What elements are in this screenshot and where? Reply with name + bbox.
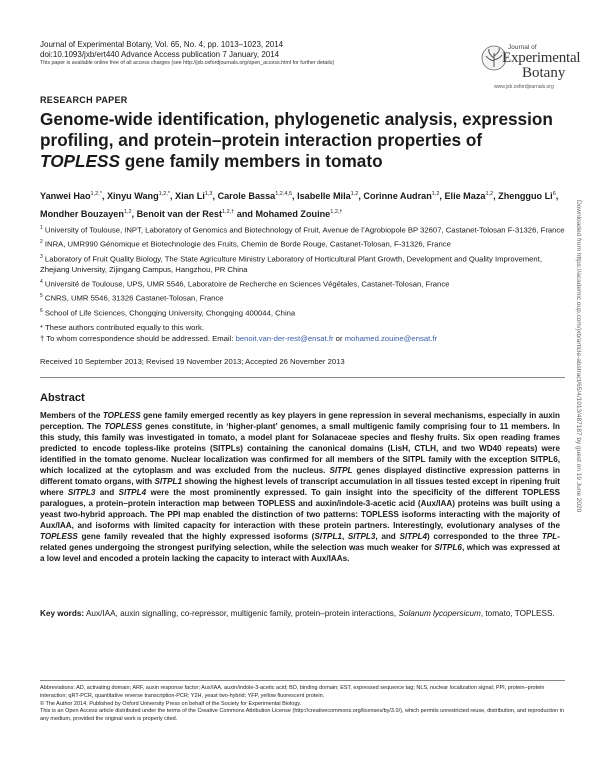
paper-title xyxy=(40,109,560,172)
logo-journal-of: Journal of xyxy=(508,44,537,51)
affiliation-text: School of Life Sciences, Chongqing University, Chongqing 400044, China xyxy=(42,308,296,318)
author-affiliation-mark: 1,2 xyxy=(431,191,440,197)
affiliation-text: Laboratory of Fruit Quality Biology, The State Agriculture Ministry Laboratory of Horticultural Plant Growth, Development and Quality Improvement, Zhejiang University, Zijingang Campus, Hangzhou, PR China xyxy=(40,254,542,275)
author-name: Benoit van der Rest xyxy=(136,208,222,219)
affiliation-number: 4 xyxy=(40,279,43,285)
affiliation xyxy=(40,237,565,250)
author-separator: , xyxy=(493,191,499,202)
abstract-segment: , and xyxy=(375,532,400,541)
author-separator: , xyxy=(358,191,364,202)
journal-logo xyxy=(480,40,580,96)
divider-bottom xyxy=(40,680,565,681)
author-affiliation-mark: 1,2 xyxy=(485,191,494,197)
abstract-segment: , which was expressed at a low level and encoded a protein lacking the capacity to interact with Aux/IAAs. xyxy=(40,543,560,563)
author-name: Mohamed Zouine xyxy=(255,208,331,219)
author-affiliation-mark: 1,2,* xyxy=(158,191,170,197)
affiliation-number: 2 xyxy=(40,239,43,246)
abstract-segment: genes displayed distinctive expression patterns in different tomato organs, with xyxy=(40,466,561,486)
affiliation xyxy=(40,306,565,319)
abstract-segment: and xyxy=(95,488,119,497)
download-watermark: Downloaded from https://academic.oup.com/jxb/article-abstract/65/4/1013/487187 by guest on 19 June 2020 xyxy=(575,200,582,513)
title-italic: TOPLESS xyxy=(40,151,120,171)
doi-line: doi:10.1093/jxb/ert440 Advance Access publication 7 January, 2014 xyxy=(40,50,280,59)
author-affiliation-mark: 6 xyxy=(552,191,556,197)
author-name: Xinyu Wang xyxy=(106,191,159,202)
affiliation-text: University of Toulouse, INPT, Laboratory of Genomics and Biotechnology of Fruit, Avenue de l’Agrobiopole BP 32607, Castanet-Tolosan F-31326, France xyxy=(42,225,565,235)
author-affiliation-mark: 1,2,† xyxy=(222,208,235,215)
divider-top xyxy=(40,377,565,378)
keywords xyxy=(40,608,560,620)
affiliation-number: 3 xyxy=(40,253,43,260)
author-name: Zhengguo Li xyxy=(498,191,553,202)
abstract-segment: TOPLESS xyxy=(104,422,143,431)
abstract-heading: Abstract xyxy=(40,392,85,404)
section-label: RESEARCH PAPER xyxy=(40,95,128,105)
affiliation xyxy=(40,291,565,304)
abstract-segment: gene family emerged recently as key players in gene repression in several mechanisms, especially in auxin perception. The xyxy=(40,411,560,431)
logo-experimental: Experimental xyxy=(502,50,581,66)
title-part-1: Genome-wide identification, phylogenetic analysis, expression profiling, and protein–protein interaction properties of xyxy=(40,109,553,150)
author-affiliation-mark: 1,2 xyxy=(350,191,359,197)
abstract-segment: SlTPL3 xyxy=(347,532,376,541)
abstract-segment: TOPLESS xyxy=(40,532,78,541)
abbreviations: Abbreviations: AD, activating domain; ARF, auxin response factor; Aux/IAA, auxin/indole-3-acetic acid; BD, binding domain; EST, expressed sequence tag; NLS, nuclear localization signal; PPI, protein–protein interaction; qRT-PCR, quantitative reverse transcription-PCR; Y2H, yeast two-hybrid; YFP, yellow fluorescent protein. xyxy=(40,685,545,699)
author-name: Mondher Bouzayen xyxy=(40,208,124,219)
affiliation-number: 6 xyxy=(40,307,43,314)
author-name: Yanwei Hao xyxy=(40,191,91,202)
logo-botany: Botany xyxy=(522,65,566,81)
author-separator: , xyxy=(439,191,445,202)
abstract-segment: showing the highest levels of transcript accumulation in all tissues tested except in ripening fruit where xyxy=(40,477,560,497)
author-separator: , xyxy=(292,191,298,202)
correspondence-prefix: † To whom correspondence should be addressed. Email: xyxy=(40,334,236,343)
keywords-part-1: Aux/IAA, auxin signalling, co-repressor, multigenic family, protein–protein interactions, xyxy=(84,609,399,618)
author-name: Carole Bassa xyxy=(217,191,276,202)
affiliation xyxy=(40,277,565,290)
email-link-2[interactable]: mohamed.zouine@ensat.fr xyxy=(344,334,438,343)
author-affiliation-mark: 1,2,4,5 xyxy=(275,191,293,197)
abstract-segment: genes constitute, in ‘higher-plant’ genomes, a small multigenic family comprising four to 11 members. In this study, this family was investigated in tomato, a model plant for Solanaceae species and fleshy fruits. Six open reading frames predicted to encode topless-like proteins (SlTPLs) containing the canonical domains (LisH, CTLH, and two WD40 repeats) were identified in the tomato genome. Nuclear localization was confirmed for all members of the SlTPL family with the exception SlTPL6, which localized at the cytoplasm and was excluded from the nucleus. xyxy=(40,422,560,475)
author-list xyxy=(40,187,560,222)
author-affiliation-mark: 1,2,* xyxy=(90,191,102,197)
abstract-segment: TPL xyxy=(541,532,558,541)
abstract-segment: SlTPL4 xyxy=(118,488,147,497)
author-separator: , xyxy=(212,191,218,202)
abstract-segment: -related genes undergoing the strongest purifying selection, while the selection was much weaker for xyxy=(40,532,560,552)
author-name: Corinne Audran xyxy=(363,191,432,202)
page-footer xyxy=(40,685,565,724)
abstract-segment: ) corresponded to the three xyxy=(426,532,542,541)
journal-citation: Journal of Experimental Botany, Vol. 65, No. 4, pp. 1013–1023, 2014 xyxy=(40,40,284,49)
author-affiliation-mark: 1,2 xyxy=(123,208,132,215)
correspondence-note xyxy=(40,333,565,344)
abstract-body xyxy=(40,410,560,564)
affiliation-text: Université de Toulouse, UPS, UMR 5546, Laboratoire de Recherche en Sciences Végétales, Castanet-Tolosan, France xyxy=(42,279,450,289)
affiliation-number: 1 xyxy=(40,225,43,231)
affiliation-text: INRA, UMR990 Génomique et Biotechnologie des Fruits, Chemin de Borde Rouge, Castanet-Tolosan, F-31326, France xyxy=(42,239,451,249)
copyright: © The Author 2014. Published by Oxford University Press on behalf of the Society for Experimental Biology. xyxy=(40,700,302,707)
title-part-2: gene family members in tomato xyxy=(119,151,383,171)
author-separator: , xyxy=(131,208,137,219)
abstract-segment: SlTPL xyxy=(329,466,353,475)
open-access-note: This paper is available online free of all access charges (see http://jxb.oxfordjournals.org/open_access.html for further details) xyxy=(40,60,335,66)
author-affiliation-mark: 1,2,† xyxy=(330,208,343,215)
email-link-1[interactable]: benoit.van-der-rest@ensat.fr xyxy=(235,334,334,343)
affiliation-number: 5 xyxy=(40,293,43,300)
abstract-segment: Members of the xyxy=(40,411,103,420)
author-name: Xian Li xyxy=(175,191,205,202)
abstract-segment: gene family revealed that the highly expressed isoforms ( xyxy=(77,532,315,541)
equal-contribution-note: * These authors contributed equally to this work. xyxy=(40,323,204,332)
abstract-segment: , xyxy=(341,532,348,541)
abstract-segment: SlTPL4 xyxy=(399,532,427,541)
author-separator: and xyxy=(234,208,256,219)
abstract-segment: SlTPL1 xyxy=(154,477,183,486)
author-affiliation-mark: 1,3 xyxy=(204,191,213,197)
abstract-segment: SlTPL6 xyxy=(434,543,462,552)
keywords-label: Key words: xyxy=(40,609,85,618)
author-notes xyxy=(40,322,565,344)
keywords-italic: Solanum lycopersicum xyxy=(398,609,481,618)
abstract-segment: TOPLESS xyxy=(102,411,141,420)
author-separator: , xyxy=(101,191,107,202)
author-separator: , xyxy=(169,191,176,202)
author-separator: , xyxy=(555,191,559,202)
abstract-segment: were the most prominently expressed. To gain insight into the specificity of the different TOPLESS paralogues, a protein–protein interaction map between TOPLESS and auxin/indole-3-acetic acid (Aux/IAA) proteins was built using a yeast two-hybrid approach. The PPI map enabled the distinction of two patterns: TOPLESS isoforms interacting with the majority of Aux/IAA, and isoforms with limited capacity for interaction with these protein partners. Interestingly, evolutionary analyses of the xyxy=(40,488,560,530)
affiliations xyxy=(40,223,565,320)
abstract-segment: SlTPL1 xyxy=(314,532,342,541)
affiliation xyxy=(40,252,565,276)
abstract-segment: SlTPL3 xyxy=(67,488,96,497)
author-name: Elie Maza xyxy=(444,191,486,202)
logo-url: www.jxb.oxfordjournals.org xyxy=(494,84,554,90)
received-dates: Received 10 September 2013; Revised 19 November 2013; Accepted 26 November 2013 xyxy=(40,357,345,366)
license-text: This is an Open Access article distributed under the terms of the Creative Commons Attribution License (http://creativecommons.org/licenses/by/3.0/), which permits unrestricted reuse, distribution, and reproduction in any medium, provided the original work is properly cited. xyxy=(40,708,564,723)
email-or: or xyxy=(333,334,345,343)
affiliation-text: CNRS, UMR 5546, 31326 Castanet-Tolosan, France xyxy=(42,293,224,303)
author-name: Isabelle Mila xyxy=(297,191,351,202)
keywords-part-2: , tomato, TOPLESS. xyxy=(480,609,555,618)
affiliation xyxy=(40,223,565,236)
